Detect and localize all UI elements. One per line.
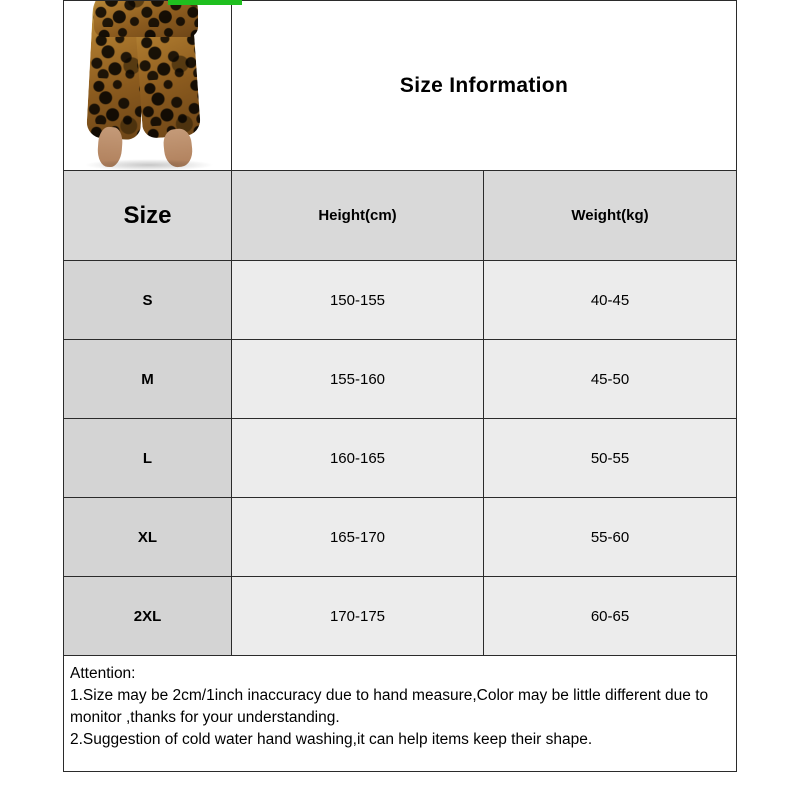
cell-size: M xyxy=(64,340,232,418)
title-cell xyxy=(232,1,736,170)
size-table xyxy=(64,171,736,656)
attention-line-1: 1.Size may be 2cm/1inch inaccuracy due to hand measure,Color may be little different due to monitor ,thanks for your understanding. xyxy=(70,687,709,726)
table-row xyxy=(64,419,736,498)
cell-height: 170-175 xyxy=(232,577,484,655)
chart-header xyxy=(64,1,736,171)
cell-size: S xyxy=(64,261,232,339)
table-row xyxy=(64,498,736,577)
cell-height: 150-155 xyxy=(232,261,484,339)
page-title: Size Information xyxy=(399,73,569,97)
cell-height: 165-170 xyxy=(232,498,484,576)
cell-weight: 60-65 xyxy=(484,577,736,655)
table-row xyxy=(64,577,736,656)
product-image-cell xyxy=(64,1,232,170)
table-row xyxy=(64,340,736,419)
cell-weight: 55-60 xyxy=(484,498,736,576)
cell-size: 2XL xyxy=(64,577,232,655)
column-header-weight: Weight(kg) xyxy=(484,171,736,260)
attention-section xyxy=(64,656,736,771)
table-row xyxy=(64,261,736,340)
floor-shadow xyxy=(84,159,214,170)
cell-weight: 50-55 xyxy=(484,419,736,497)
cell-size: XL xyxy=(64,498,232,576)
cell-weight: 40-45 xyxy=(484,261,736,339)
attention-heading: Attention: xyxy=(70,665,136,682)
leggings-photo xyxy=(64,1,231,170)
size-chart-sheet xyxy=(63,0,737,772)
attention-line-2: 2.Suggestion of cold water hand washing,it can help items keep their shape. xyxy=(70,731,593,748)
cell-height: 160-165 xyxy=(232,419,484,497)
cell-size: L xyxy=(64,419,232,497)
column-header-size: Size xyxy=(64,171,232,260)
hip-panel xyxy=(94,1,198,37)
cell-weight: 45-50 xyxy=(484,340,736,418)
table-header-row xyxy=(64,171,736,261)
column-header-height: Height(cm) xyxy=(232,171,484,260)
cell-height: 155-160 xyxy=(232,340,484,418)
accent-strip xyxy=(168,0,242,5)
